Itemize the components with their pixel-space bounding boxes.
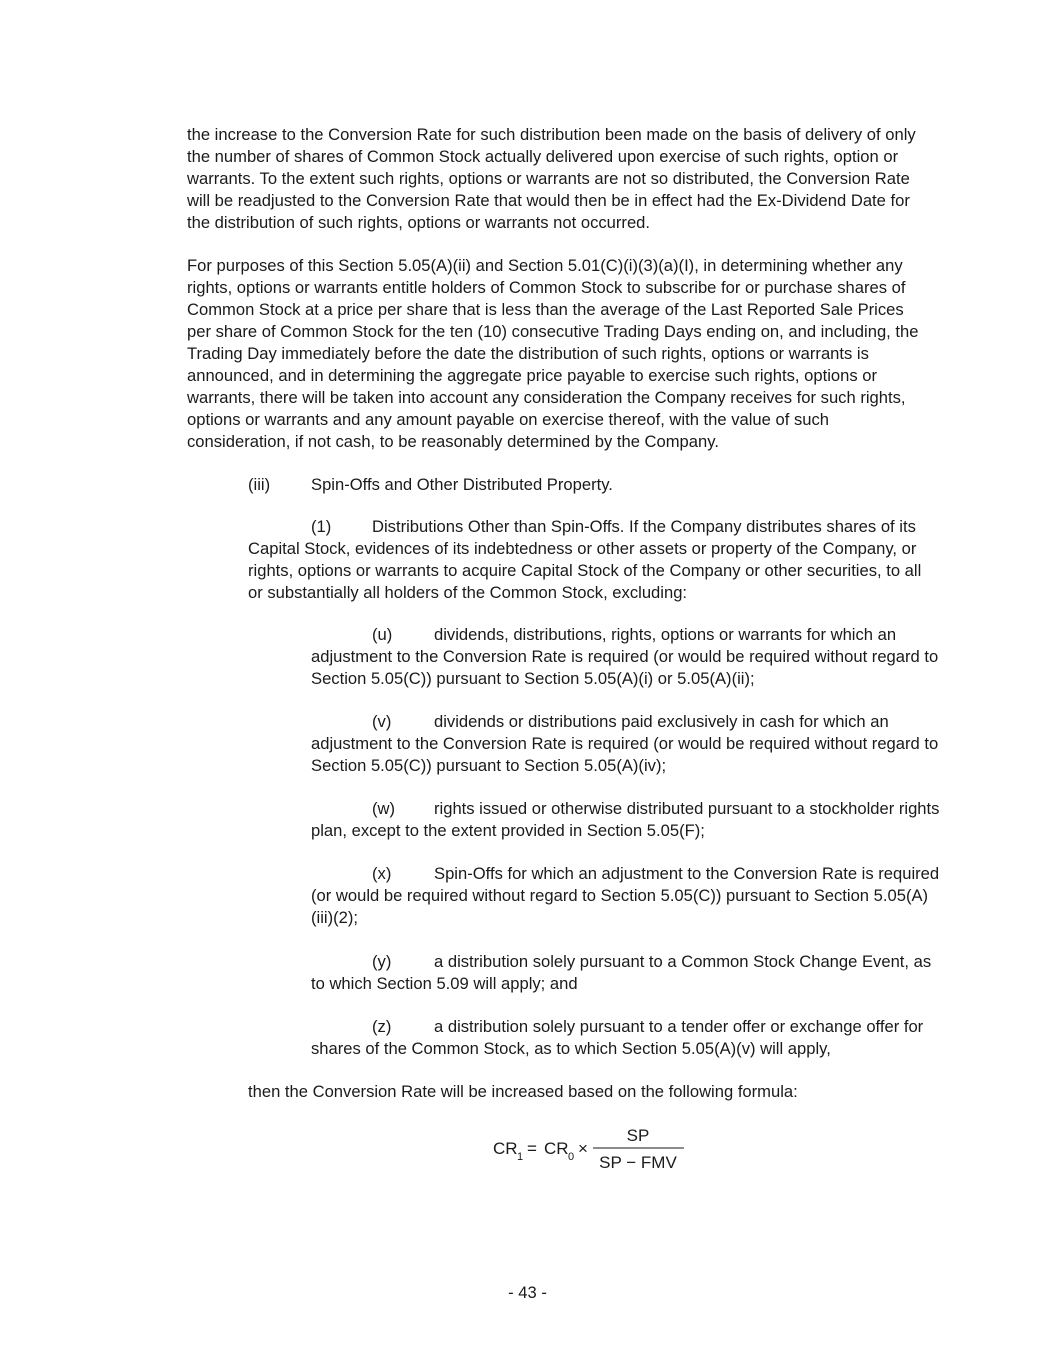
formula-svg (480, 1120, 700, 1180)
formula-cr0: CR (544, 1139, 569, 1158)
formula-equals: = (527, 1139, 537, 1158)
exclusion-item (311, 863, 941, 929)
conversion-rate-formula (480, 1120, 700, 1180)
formula-sub1: 1 (517, 1151, 524, 1163)
subsection-1-number: (1) (311, 517, 332, 536)
exclusion-label: (y) (372, 952, 392, 971)
exclusion-item (311, 711, 941, 777)
formula-sub0: 0 (568, 1151, 575, 1163)
exclusion-label: (u) (372, 625, 393, 644)
exclusion-text: dividends, distributions, rights, options or warrants for which an adjustment to the Conversion Rate is required (or would be required without regard to Section 5.05(C)) pursuant to Section 5.05(A)(i) or 5.05(A)(ii); (311, 625, 939, 688)
formula-numerator: SP (626, 1126, 650, 1145)
subsection-1 (248, 516, 938, 604)
exclusion-text: rights issued or otherwise distributed pursuant to a stockholder rights plan, except to the extent provided in Section 5.05(F); (311, 799, 940, 840)
section-iii-number: (iii) (248, 475, 271, 494)
section-iii-title: Spin-Offs and Other Distributed Property. (311, 475, 613, 494)
exclusion-item (311, 798, 941, 842)
exclusion-label: (x) (372, 864, 392, 883)
page-number: - 43 - (508, 1283, 547, 1302)
paragraph-purposes: For purposes of this Section 5.05(A)(ii) and Section 5.01(C)(i)(3)(a)(I), in determining whether any rights, options or warrants entitle holders of Common Stock to subscribe for or purchase shares of Common Stock at a price per share that is less than the average of the Last Reported Sale Prices per share of Common Stock for the ten (10) consecutive Trading Days ending on, and including, the Trading Day immediately before the date the distribution of such rights, options or warrants is announced, and in determining the aggregate price payable to exercise such rights, options or warrants, there will be taken into account any consideration the Company receives for such rights, options or warrants and any amount payable on exercise thereof, with the value of such consideration, if not cash, to be reasonably determined by the Company. (187, 256, 919, 451)
formula-denominator: SP − FMV (599, 1153, 677, 1172)
exclusion-label: (z) (372, 1017, 392, 1036)
exclusion-text: Spin-Offs for which an adjustment to the Conversion Rate is required (or would be required without regard to Section 5.05(C)) pursuant to Section 5.05(A)(iii)(2); (311, 864, 940, 927)
exclusion-label: (v) (372, 712, 392, 731)
exclusion-label: (w) (372, 799, 396, 818)
formula-cr1: CR (493, 1139, 518, 1158)
exclusion-text: dividends or distributions paid exclusively in cash for which an adjustment to the Conversion Rate is required (or would be required without regard to Section 5.05(C)) pursuant to Section 5.05(A)(iv); (311, 712, 939, 775)
exclusion-text: a distribution solely pursuant to a Common Stock Change Event, as to which Section 5.09 will apply; and (311, 952, 932, 993)
subsection-1-text: If the Company distributes shares of its Capital Stock, evidences of its indebtedness or other assets or property of the Company, or rights, options or warrants to acquire Capital Stock of the Company or other securities, to all or substantially all holders of the Common Stock, excluding: (248, 517, 922, 602)
subsection-1-title: Distributions Other than Spin-Offs. (372, 517, 625, 536)
formula-times: × (578, 1139, 588, 1158)
exclusion-item (311, 624, 941, 690)
paragraph-continuation: the increase to the Conversion Rate for such distribution been made on the basis of delivery of only the number of shares of Common Stock actually delivered upon exercise of such rights, option or warrants. To the extent such rights, options or warrants are not so distributed, the Conversion Rate will be readjusted to the Conversion Rate that would then be in effect had the Ex-Dividend Date for the distribution of such rights, options or warrants not occurred. (187, 125, 916, 232)
exclusion-item (311, 951, 941, 995)
exclusion-text: a distribution solely pursuant to a tender offer or exchange offer for shares of the Common Stock, as to which Section 5.05(A)(v) will apply, (311, 1017, 924, 1058)
exclusion-item (311, 1016, 941, 1060)
formula-intro: then the Conversion Rate will be increased based on the following formula: (248, 1082, 798, 1101)
